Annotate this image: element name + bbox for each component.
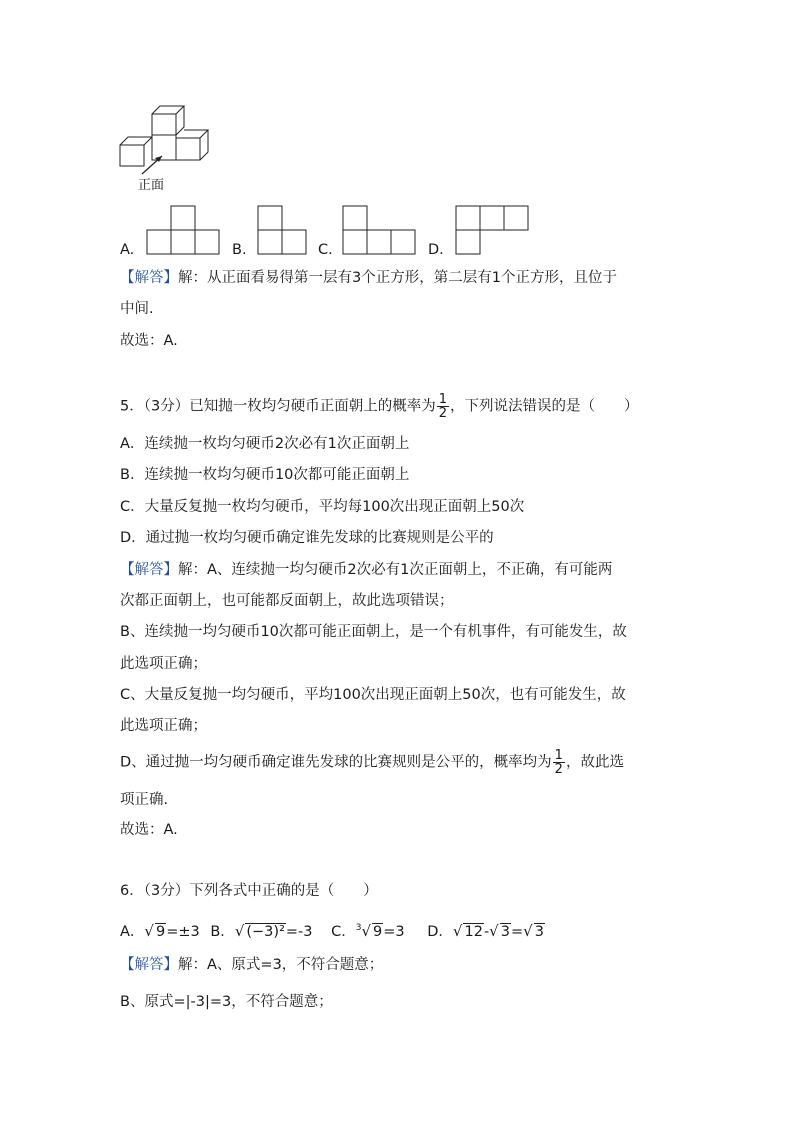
option-d-label: D. (428, 242, 444, 258)
q6-answer-a-text: 解：A、原式=3，不符合题意； (178, 957, 384, 973)
minus-sign: - (483, 923, 490, 940)
q5-option-c: C．大量反复抛一枚均匀硬币，平均每100次出现正面朝上50次 (120, 499, 525, 515)
radicand: 9 (155, 923, 166, 940)
q5-stem-a: 5．（3分）已知抛一枚均匀硬币正面朝上的概率为 (120, 398, 436, 415)
q6-option-a-label: A． (120, 923, 145, 940)
sqrt-icon: √ (361, 921, 372, 940)
q5-answer-d-text-b: ，故此选 (565, 754, 624, 771)
q5-answer-d-line-1 (120, 749, 624, 776)
radicand: (−3)² (246, 923, 285, 940)
fraction-numerator: 1 (554, 748, 563, 763)
fraction-denominator: 2 (554, 762, 563, 777)
option-b-figure (258, 205, 310, 255)
radicand: 12 (464, 923, 483, 940)
q4-answer-line-2: 中间. (120, 301, 154, 317)
sqrt-icon: √ (489, 921, 499, 940)
q6-stem: 6．（3分）下列各式中正确的是（ ） (120, 883, 378, 899)
q5-answer-b-line-1: B、连续抛一均匀硬币10次都可能正面朝上，是一个有机事件，有可能发生，故 (120, 624, 627, 640)
q6-option-d (427, 921, 545, 942)
q6-option-a-rest: =±3 (166, 923, 200, 940)
q5-stem (120, 393, 638, 420)
answer-tag: 【解答】 (120, 957, 178, 973)
sqrt-icon: √ (234, 921, 245, 940)
root-index: 3 (355, 923, 362, 933)
option-c-figure (343, 205, 419, 255)
q5-answer-fraction (553, 749, 565, 776)
fraction-denominator: 2 (438, 406, 447, 421)
front-label: 正面 (138, 178, 165, 193)
q6-option-a (120, 921, 200, 942)
cube-stack-figure (110, 100, 220, 170)
q5-option-d: D．通过抛一枚均匀硬币确定谁先发球的比赛规则是公平的 (120, 530, 494, 546)
radicand: 3 (500, 923, 510, 940)
q4-choose: 故选：A. (120, 333, 178, 349)
q6-answer-b: B、原式=|-3|=3，不符合题意； (120, 994, 333, 1010)
q5-answer-a-text: 解：A、连续抛一均匀硬币2次必有1次正面朝上，不正确，有可能两 (178, 562, 613, 578)
q6-option-d-label: D． (427, 923, 453, 940)
q5-answer-d-text-a: D、通过抛一均匀硬币确定谁先发球的比赛规则是公平的，概率均为 (120, 754, 552, 771)
answer-tag: 【解答】 (120, 562, 178, 578)
q6-options (120, 918, 545, 942)
q4-answer-line-1 (120, 268, 617, 288)
q5-choose: 故选：A. (120, 822, 178, 838)
option-c-label: C. (318, 242, 333, 258)
option-a-label: A. (120, 242, 135, 258)
q5-option-a: A．连续抛一枚均匀硬币2次必有1次正面朝上 (120, 436, 410, 452)
q6-option-c (331, 918, 405, 942)
q5-stem-b: ，下列说法错误的是（ ） (449, 398, 639, 415)
equals-sign: = (510, 923, 524, 940)
q6-option-b (210, 921, 312, 942)
q5-answer-b-line-2: 此选项正确； (120, 656, 207, 672)
q6-option-c-label: C． (331, 923, 356, 940)
q4-answer-text-1: 解：从正面看易得第一层有3个正方形，第二层有1个正方形，且位于 (178, 270, 617, 286)
option-b-label: B. (232, 242, 247, 258)
q5-option-b: B．连续抛一枚均匀硬币10次都可能正面朝上 (120, 467, 410, 483)
q5-answer-c-line-1: C、大量反复抛一均匀硬币，平均100次出现正面朝上50次，也有可能发生，故 (120, 687, 626, 703)
q5-answer-d-line-2: 项正确. (120, 792, 169, 808)
sqrt-icon: √ (144, 921, 154, 940)
option-d-figure (456, 205, 532, 255)
answer-tag: 【解答】 (120, 270, 178, 286)
option-a-figure (147, 205, 222, 255)
radicand: 9 (373, 923, 383, 940)
q6-answer-a (120, 955, 383, 975)
q5-answer-a-line-1 (120, 560, 612, 580)
radicand: 3 (534, 923, 544, 940)
sqrt-icon: √ (452, 921, 463, 940)
q6-option-b-rest: =-3 (285, 923, 313, 940)
q6-option-c-rest: =3 (383, 923, 405, 940)
sqrt-icon: √ (523, 921, 533, 940)
q5-fraction (437, 393, 449, 420)
q6-option-b-label: B． (210, 923, 235, 940)
q5-answer-a-line-2: 次都正面朝上，也可能都反面朝上，故此选项错误； (120, 593, 454, 609)
fraction-numerator: 1 (438, 392, 447, 407)
q5-answer-c-line-2: 此选项正确； (120, 718, 207, 734)
